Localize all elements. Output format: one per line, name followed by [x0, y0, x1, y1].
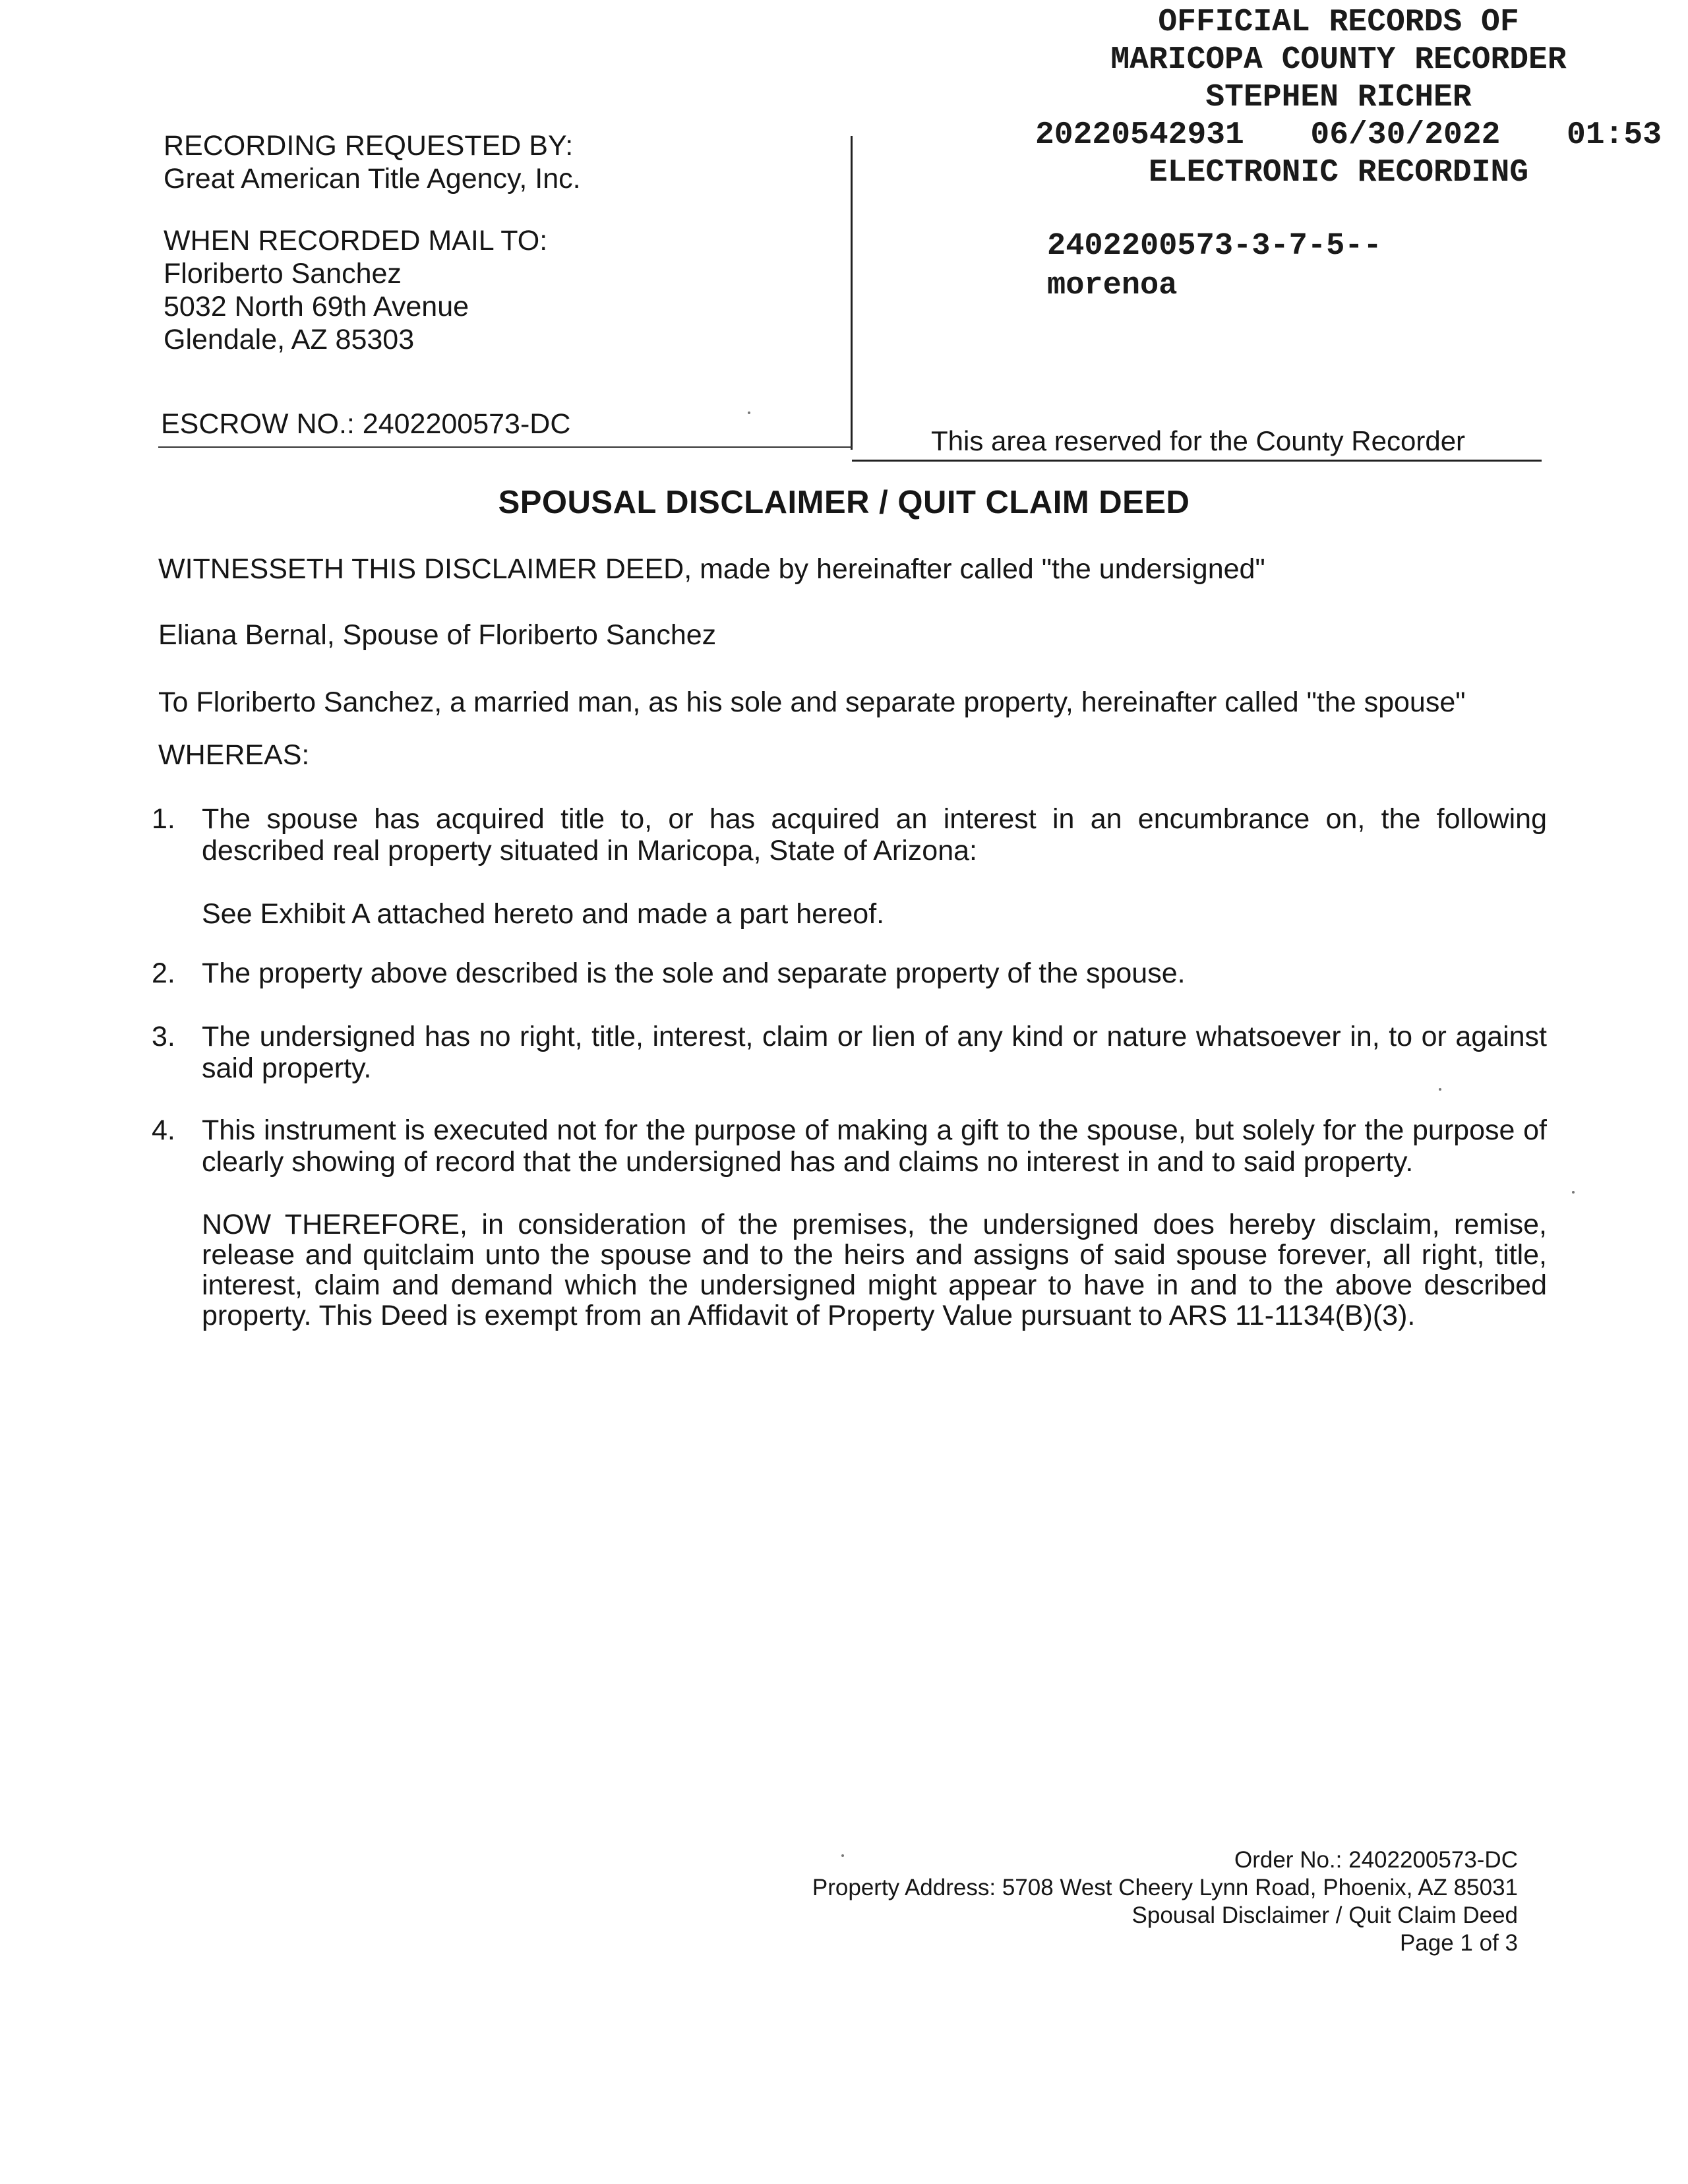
footer-order-label: Order No.: — [1234, 1847, 1342, 1873]
exhibit-note: See Exhibit A attached hereto and made a part hereof. — [202, 898, 885, 930]
list-item-number: 2. — [152, 957, 175, 989]
escrow-number: 2402200573-DC — [362, 408, 571, 440]
stamp-line-official-records: OFFICIAL RECORDS OF — [1158, 5, 1519, 40]
recording-requested-by: Great American Title Agency, Inc. — [164, 163, 581, 195]
footer-address-line — [812, 1874, 1518, 1902]
footer-order-number: 2402200573-DC — [1348, 1847, 1518, 1873]
list-item-number: 4. — [152, 1114, 175, 1146]
mail-to-block — [164, 224, 547, 356]
stamp-record-time: 01:53 — [1566, 117, 1662, 153]
stamp-line-recorder-name: STEPHEN RICHER — [1205, 80, 1472, 115]
list-item-text: This instrument is executed not for the purpose of making a gift to the spouse, but solely for the purpose of clearly showing of record that the undersigned has and claims no interest in and to said property. — [202, 1114, 1547, 1178]
mail-to-name: Floriberto Sanchez — [164, 258, 402, 289]
footer-address-label: Property Address: — [812, 1875, 996, 1900]
recorder-reserved-note: This area reserved for the County Recorder — [931, 425, 1466, 456]
now-therefore-paragraph: NOW THEREFORE, in consideration of the premises, the undersigned does hereby disclaim, remise, release and quitclaim unto the spouse and to the heirs and assigns of said spouse forever, all right, title, interest, claim and demand which the undersigned might appear to have in and to the above described property. This Deed is exempt from an Affidavit of Property Value pursuant to ARS 11-1134(B)(3). — [202, 1209, 1547, 1331]
scan-speck — [1572, 1191, 1575, 1194]
mail-to-street: 5032 North 69th Avenue — [164, 291, 469, 322]
list-item-text: The undersigned has no right, title, interest, claim or lien of any kind or nature whatsoever in, to or against said property. — [202, 1021, 1547, 1084]
footer-order-line — [812, 1846, 1518, 1874]
scan-speck — [841, 1854, 844, 1857]
stamp-record-date: 06/30/2022 — [1310, 117, 1501, 153]
grantee-line: To Floriberto Sanchez, a married man, as his sole and separate property, hereinafter called "the spouse" — [158, 686, 1466, 718]
recorder-area-divider — [851, 136, 853, 450]
list-item-text: The property above described is the sole and separate property of the spouse. — [202, 957, 1186, 989]
list-item-number: 1. — [152, 803, 175, 835]
footer-address: 5708 West Cheery Lynn Road, Phoenix, AZ 85031 — [1002, 1875, 1518, 1900]
whereas-heading: WHEREAS: — [158, 739, 310, 771]
page-footer — [812, 1846, 1518, 1957]
footer-document-name: Spousal Disclaimer / Quit Claim Deed — [1131, 1902, 1518, 1928]
list-item-number: 3. — [152, 1021, 175, 1052]
stamp-line-county-recorder: MARICOPA COUNTY RECORDER — [1110, 42, 1567, 78]
grantor-line: Eliana Bernal, Spouse of Floriberto Sanchez — [158, 619, 717, 651]
list-item-text: The spouse has acquired title to, or has acquired an interest in an encumbrance on, the following described real property situated in Maricopa, State of Arizona: — [202, 803, 1547, 866]
recording-requested-block — [164, 129, 581, 195]
document-title: SPOUSAL DISCLAIMER / QUIT CLAIM DEED — [498, 485, 1190, 520]
mail-to-label: WHEN RECORDED MAIL TO: — [164, 225, 548, 257]
stamp-ref-code: 2402200573-3-7-5-- — [1047, 229, 1382, 264]
stamp-line-electronic-recording: ELECTRONIC RECORDING — [1148, 155, 1529, 191]
witnesseth-paragraph: WITNESSETH THIS DISCLAIMER DEED, made by hereinafter called "the undersigned" — [158, 553, 1265, 585]
mail-to-city: Glendale, AZ 85303 — [164, 324, 415, 355]
escrow-number-line — [161, 408, 570, 440]
stamp-ref-user: morenoa — [1047, 268, 1178, 303]
footer-page-number: Page 1 of 3 — [1399, 1930, 1518, 1956]
escrow-underline — [158, 446, 852, 448]
scan-speck — [748, 411, 750, 414]
recorder-stamp — [1015, 4, 1662, 303]
stamp-reference — [1047, 227, 1382, 306]
scan-speck — [1439, 1088, 1441, 1091]
escrow-label: ESCROW NO.: — [161, 408, 355, 440]
recording-requested-label: RECORDING REQUESTED BY: — [164, 130, 574, 162]
stamp-record-number: 20220542931 — [1035, 117, 1244, 153]
stamp-recording-line — [1035, 117, 1662, 154]
recorder-area-underline — [852, 460, 1542, 462]
